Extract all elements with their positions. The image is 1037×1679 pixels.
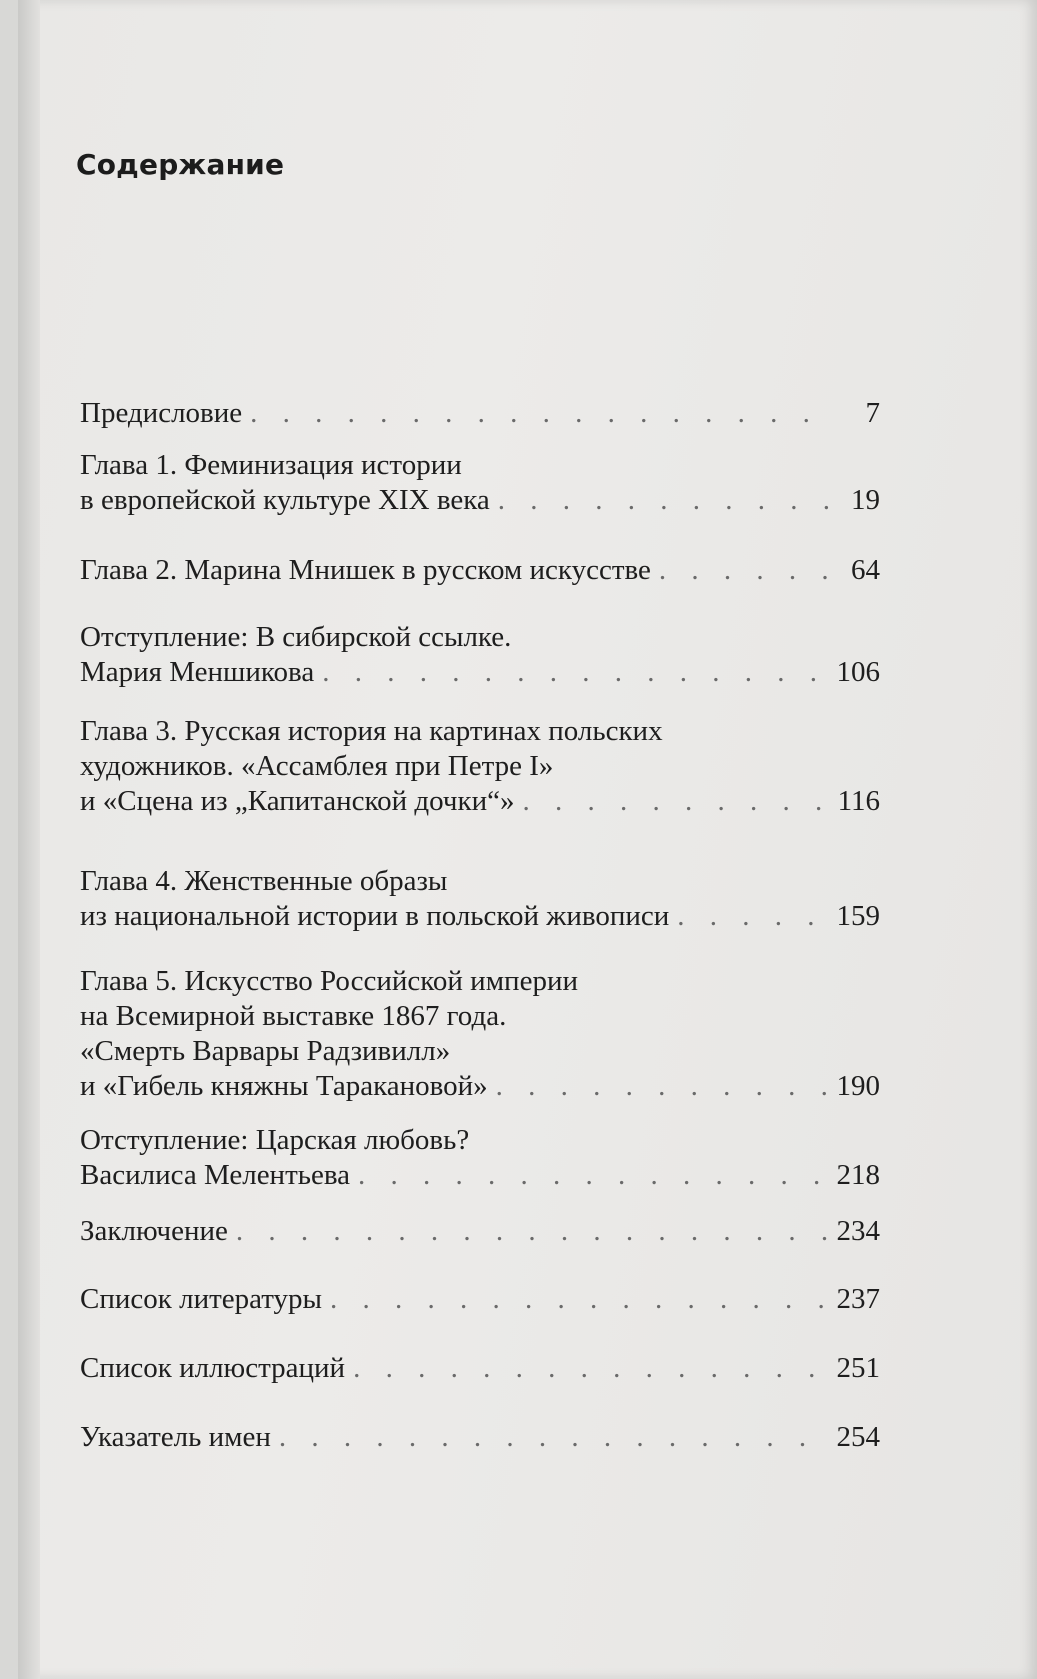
page-spine-shadow bbox=[18, 0, 40, 1679]
toc-entry-line bbox=[80, 396, 880, 431]
toc-entry-title: Список иллюстраций bbox=[80, 1352, 346, 1384]
toc-page-number: 116 bbox=[837, 785, 880, 817]
toc-entry-title: «Смерть Варвары Радзивилл» bbox=[80, 1035, 451, 1067]
dot-leader bbox=[236, 1214, 829, 1249]
toc-entry-title: Глава 4. Женственные образы bbox=[80, 865, 448, 897]
toc-entry-title: Список литературы bbox=[80, 1283, 323, 1315]
dot-leader bbox=[358, 1158, 828, 1193]
toc-entry-title: и «Сцена из „Капитанской дочки“» bbox=[80, 785, 515, 817]
dot-leader bbox=[659, 553, 832, 588]
toc-entry-title: Заключение bbox=[80, 1215, 228, 1247]
toc-entry-line bbox=[80, 483, 880, 518]
toc-entry-line bbox=[80, 1420, 880, 1455]
dot-leader bbox=[279, 1420, 829, 1455]
toc-entry bbox=[80, 1123, 880, 1193]
toc-entry-title: Глава 3. Русская история на картинах польских bbox=[80, 715, 663, 747]
toc-entry-title: Указатель имен bbox=[80, 1421, 271, 1453]
toc-entry-title: Василиса Мелентьева bbox=[80, 1159, 351, 1191]
contents-heading: Содержание bbox=[76, 148, 285, 181]
toc-entry bbox=[80, 553, 880, 588]
toc-entry-line bbox=[80, 620, 880, 655]
toc-entry bbox=[80, 396, 880, 431]
toc-entry-title: Мария Меншикова bbox=[80, 656, 315, 688]
toc-entry-line bbox=[80, 1158, 880, 1193]
dot-leader bbox=[250, 396, 832, 431]
toc-entry-title: на Всемирной выставке 1867 года. bbox=[80, 1000, 507, 1032]
toc-entry-line bbox=[80, 1069, 880, 1104]
toc-entry bbox=[80, 964, 880, 1104]
toc-entry-line bbox=[80, 864, 880, 899]
toc-entry-title: Глава 5. Искусство Российской империи bbox=[80, 965, 578, 997]
toc-entry-title: Глава 2. Марина Мнишек в русском искусстве bbox=[80, 554, 651, 586]
toc-entry-line bbox=[80, 784, 880, 819]
toc-page-number: 19 bbox=[851, 484, 880, 516]
toc-entry-line bbox=[80, 1034, 880, 1069]
toc-entry bbox=[80, 448, 880, 518]
toc-entry-line bbox=[80, 999, 880, 1034]
toc-entry-title: и «Гибель княжны Таракановой» bbox=[80, 1070, 488, 1102]
dot-leader bbox=[498, 483, 832, 518]
toc-entry bbox=[80, 714, 880, 819]
toc-entry bbox=[80, 620, 880, 690]
dot-leader bbox=[353, 1351, 828, 1386]
toc-entry-title: в европейской культуре XIX века bbox=[80, 484, 490, 516]
toc-entry-line bbox=[80, 1351, 880, 1386]
toc-entry-line bbox=[80, 749, 880, 784]
toc-page-number: 64 bbox=[851, 554, 880, 586]
toc-entry-line bbox=[80, 655, 880, 690]
toc-entry-line bbox=[80, 1282, 880, 1317]
toc-entry-title: Предисловие bbox=[80, 397, 243, 429]
toc-page-number: 218 bbox=[836, 1159, 880, 1191]
toc-page-number: 190 bbox=[836, 1070, 880, 1102]
toc-entry-title: Отступление: Царская любовь? bbox=[80, 1124, 470, 1156]
book-page bbox=[18, 0, 1037, 1679]
dot-leader bbox=[322, 655, 828, 690]
toc-page-number: 254 bbox=[836, 1421, 880, 1453]
toc-entry bbox=[80, 1351, 880, 1386]
toc-entry bbox=[80, 1420, 880, 1455]
dot-leader bbox=[522, 784, 829, 819]
toc-entry bbox=[80, 1282, 880, 1317]
toc-entry bbox=[80, 1214, 880, 1249]
toc-entry-line bbox=[80, 1214, 880, 1249]
toc-entry-title: Отступление: В сибирской ссылке. bbox=[80, 621, 512, 653]
toc-entry-line bbox=[80, 553, 880, 588]
toc-page-number: 106 bbox=[836, 656, 880, 688]
toc-entry-line bbox=[80, 1123, 880, 1158]
dot-leader bbox=[677, 899, 828, 934]
toc-page-number: 251 bbox=[836, 1352, 880, 1384]
toc-entry-line bbox=[80, 899, 880, 934]
toc-entry-line bbox=[80, 714, 880, 749]
toc-page-number: 237 bbox=[836, 1283, 880, 1315]
toc-entry-title: Глава 1. Феминизация истории bbox=[80, 449, 462, 481]
toc-page-number: 234 bbox=[836, 1215, 880, 1247]
toc-page-number: 7 bbox=[865, 397, 880, 429]
toc-entry bbox=[80, 864, 880, 934]
toc-entry-title: художников. «Ассамблея при Петре I» bbox=[80, 750, 554, 782]
toc-entry-line bbox=[80, 448, 880, 483]
toc-page-number: 159 bbox=[836, 900, 880, 932]
toc-entry-title: из национальной истории в польской живописи bbox=[80, 900, 670, 932]
toc-entry-line bbox=[80, 964, 880, 999]
dot-leader bbox=[496, 1069, 829, 1104]
dot-leader bbox=[330, 1282, 828, 1317]
